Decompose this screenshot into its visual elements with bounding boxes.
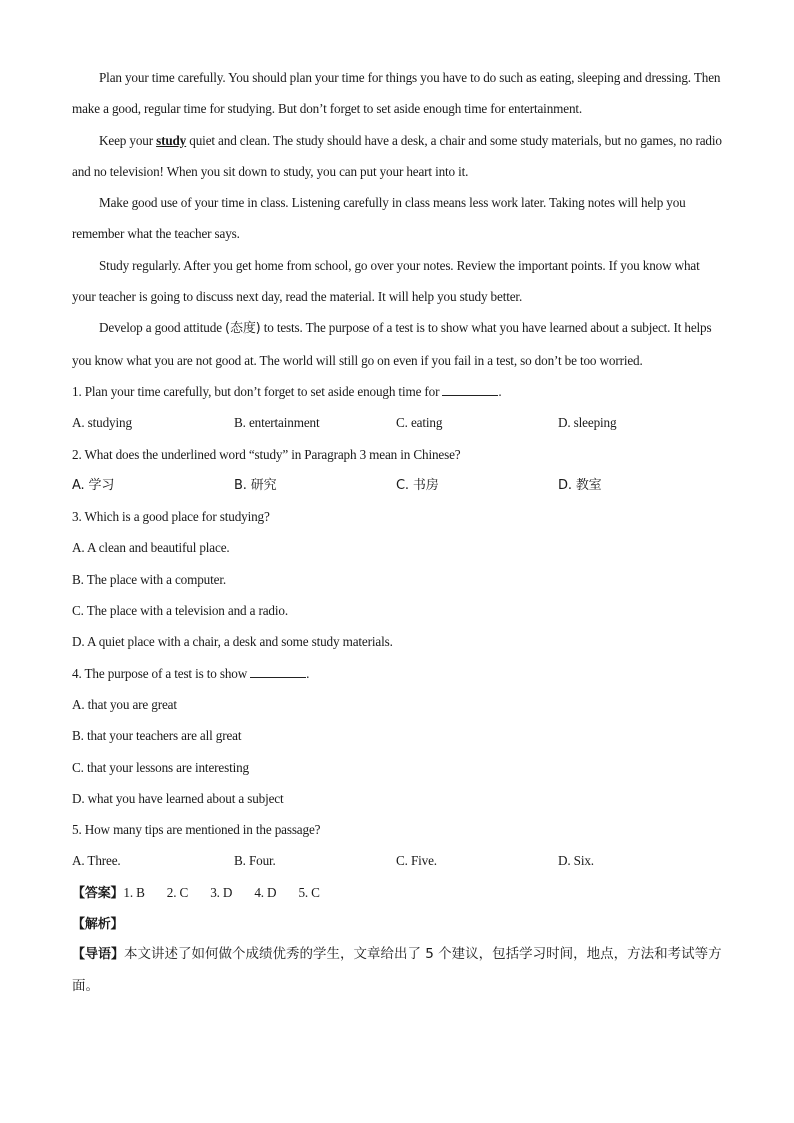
passage-paragraph-5: Develop a good attitude (态度) to tests. The purpose of a test is to show what you have learned about a subject. It helps you know what you are not good at. The world will still go on even if you fail in a test, so don’t be too worried. xyxy=(72,320,712,368)
question-3-option-b: B. The place with a computer. xyxy=(72,571,226,587)
passage-paragraph-4: Study regularly. After you get home from school, go over your notes. Review the important points. If you know what your teacher is going to discuss next day, read the material. It will help you study better. xyxy=(72,257,700,305)
intro-text: 本文讲述了如何做个成绩优秀的学生，文章给出了 5 个建议，包括学习时间，地点，方法和考试等方面。 xyxy=(72,946,722,994)
underlined-word-study: study xyxy=(156,132,187,148)
option-c: C. 书房 xyxy=(396,477,439,493)
option-b: B. Four. xyxy=(234,853,276,869)
question-5-options xyxy=(72,845,722,876)
option-c: C. eating xyxy=(396,415,443,431)
question-3-option-a: A. A clean and beautiful place. xyxy=(72,540,230,556)
answer-blank xyxy=(442,383,498,396)
question-3-stem: 3. Which is a good place for studying? xyxy=(72,509,270,525)
question-3-option-d: D. A quiet place with a chair, a desk and some study materials. xyxy=(72,634,393,650)
answer-item: 3. D xyxy=(210,884,233,900)
document-page xyxy=(72,62,722,1002)
answer-key xyxy=(72,877,722,908)
option-d: D. Six. xyxy=(558,853,594,869)
answer-blank xyxy=(250,665,306,678)
answer-item: 4. D xyxy=(254,884,277,900)
question-5-stem: 5. How many tips are mentioned in the passage? xyxy=(72,822,321,838)
answer-item: 5. C xyxy=(298,884,320,900)
intro-label: 【导语】 xyxy=(72,947,125,963)
option-d: D. sleeping xyxy=(558,415,617,431)
question-4-option-a: A. that you are great xyxy=(72,696,177,712)
option-d: D. 教室 xyxy=(558,477,602,493)
option-a: A. studying xyxy=(72,415,132,431)
question-4-option-d: D. what you have learned about a subject xyxy=(72,790,284,806)
option-a: A. Three. xyxy=(72,853,121,869)
question-2-options xyxy=(72,470,722,501)
passage-paragraph-2: Keep your study quiet and clean. The study should have a desk, a chair and some study materials, but no games, no radio and no television! When you sit down to study, you can put your heart into it. xyxy=(72,132,722,179)
answer-label: 【答案】 xyxy=(72,885,124,901)
analysis-intro xyxy=(72,939,722,1002)
passage-paragraph-3: Make good use of your time in class. Listening carefully in class means less work later. Taking notes will help you remember what the teacher says. xyxy=(72,195,686,242)
option-c: C. Five. xyxy=(396,853,437,869)
answer-item: 2. C xyxy=(166,884,189,900)
answer-item: 1. B xyxy=(123,884,145,900)
option-a: A. 学习 xyxy=(72,477,115,493)
question-1-stem: 1. Plan your time carefully, but don’t forget to set aside enough time for . xyxy=(72,383,502,399)
question-4-stem: 4. The purpose of a test is to show . xyxy=(72,665,310,681)
analysis-heading: 【解析】 xyxy=(72,917,124,933)
option-b: B. 研究 xyxy=(234,477,277,493)
question-2-stem: 2. What does the underlined word “study” in Paragraph 3 mean in Chinese? xyxy=(72,446,461,462)
attitude-chinese-gloss: (态度) xyxy=(225,321,261,337)
question-4-option-c: C. that your lessons are interesting xyxy=(72,759,249,775)
question-4-option-b: B. that your teachers are all great xyxy=(72,728,242,744)
question-1-options xyxy=(72,407,722,438)
question-3-option-c: C. The place with a television and a radio. xyxy=(72,603,288,619)
passage-paragraph-1: Plan your time carefully. You should plan your time for things you have to do such as eating, sleeping and dressing. Then make a good, regular time for studying. But don’t forget to set aside enough time for entertainment. xyxy=(72,70,721,117)
option-b: B. entertainment xyxy=(234,415,320,431)
